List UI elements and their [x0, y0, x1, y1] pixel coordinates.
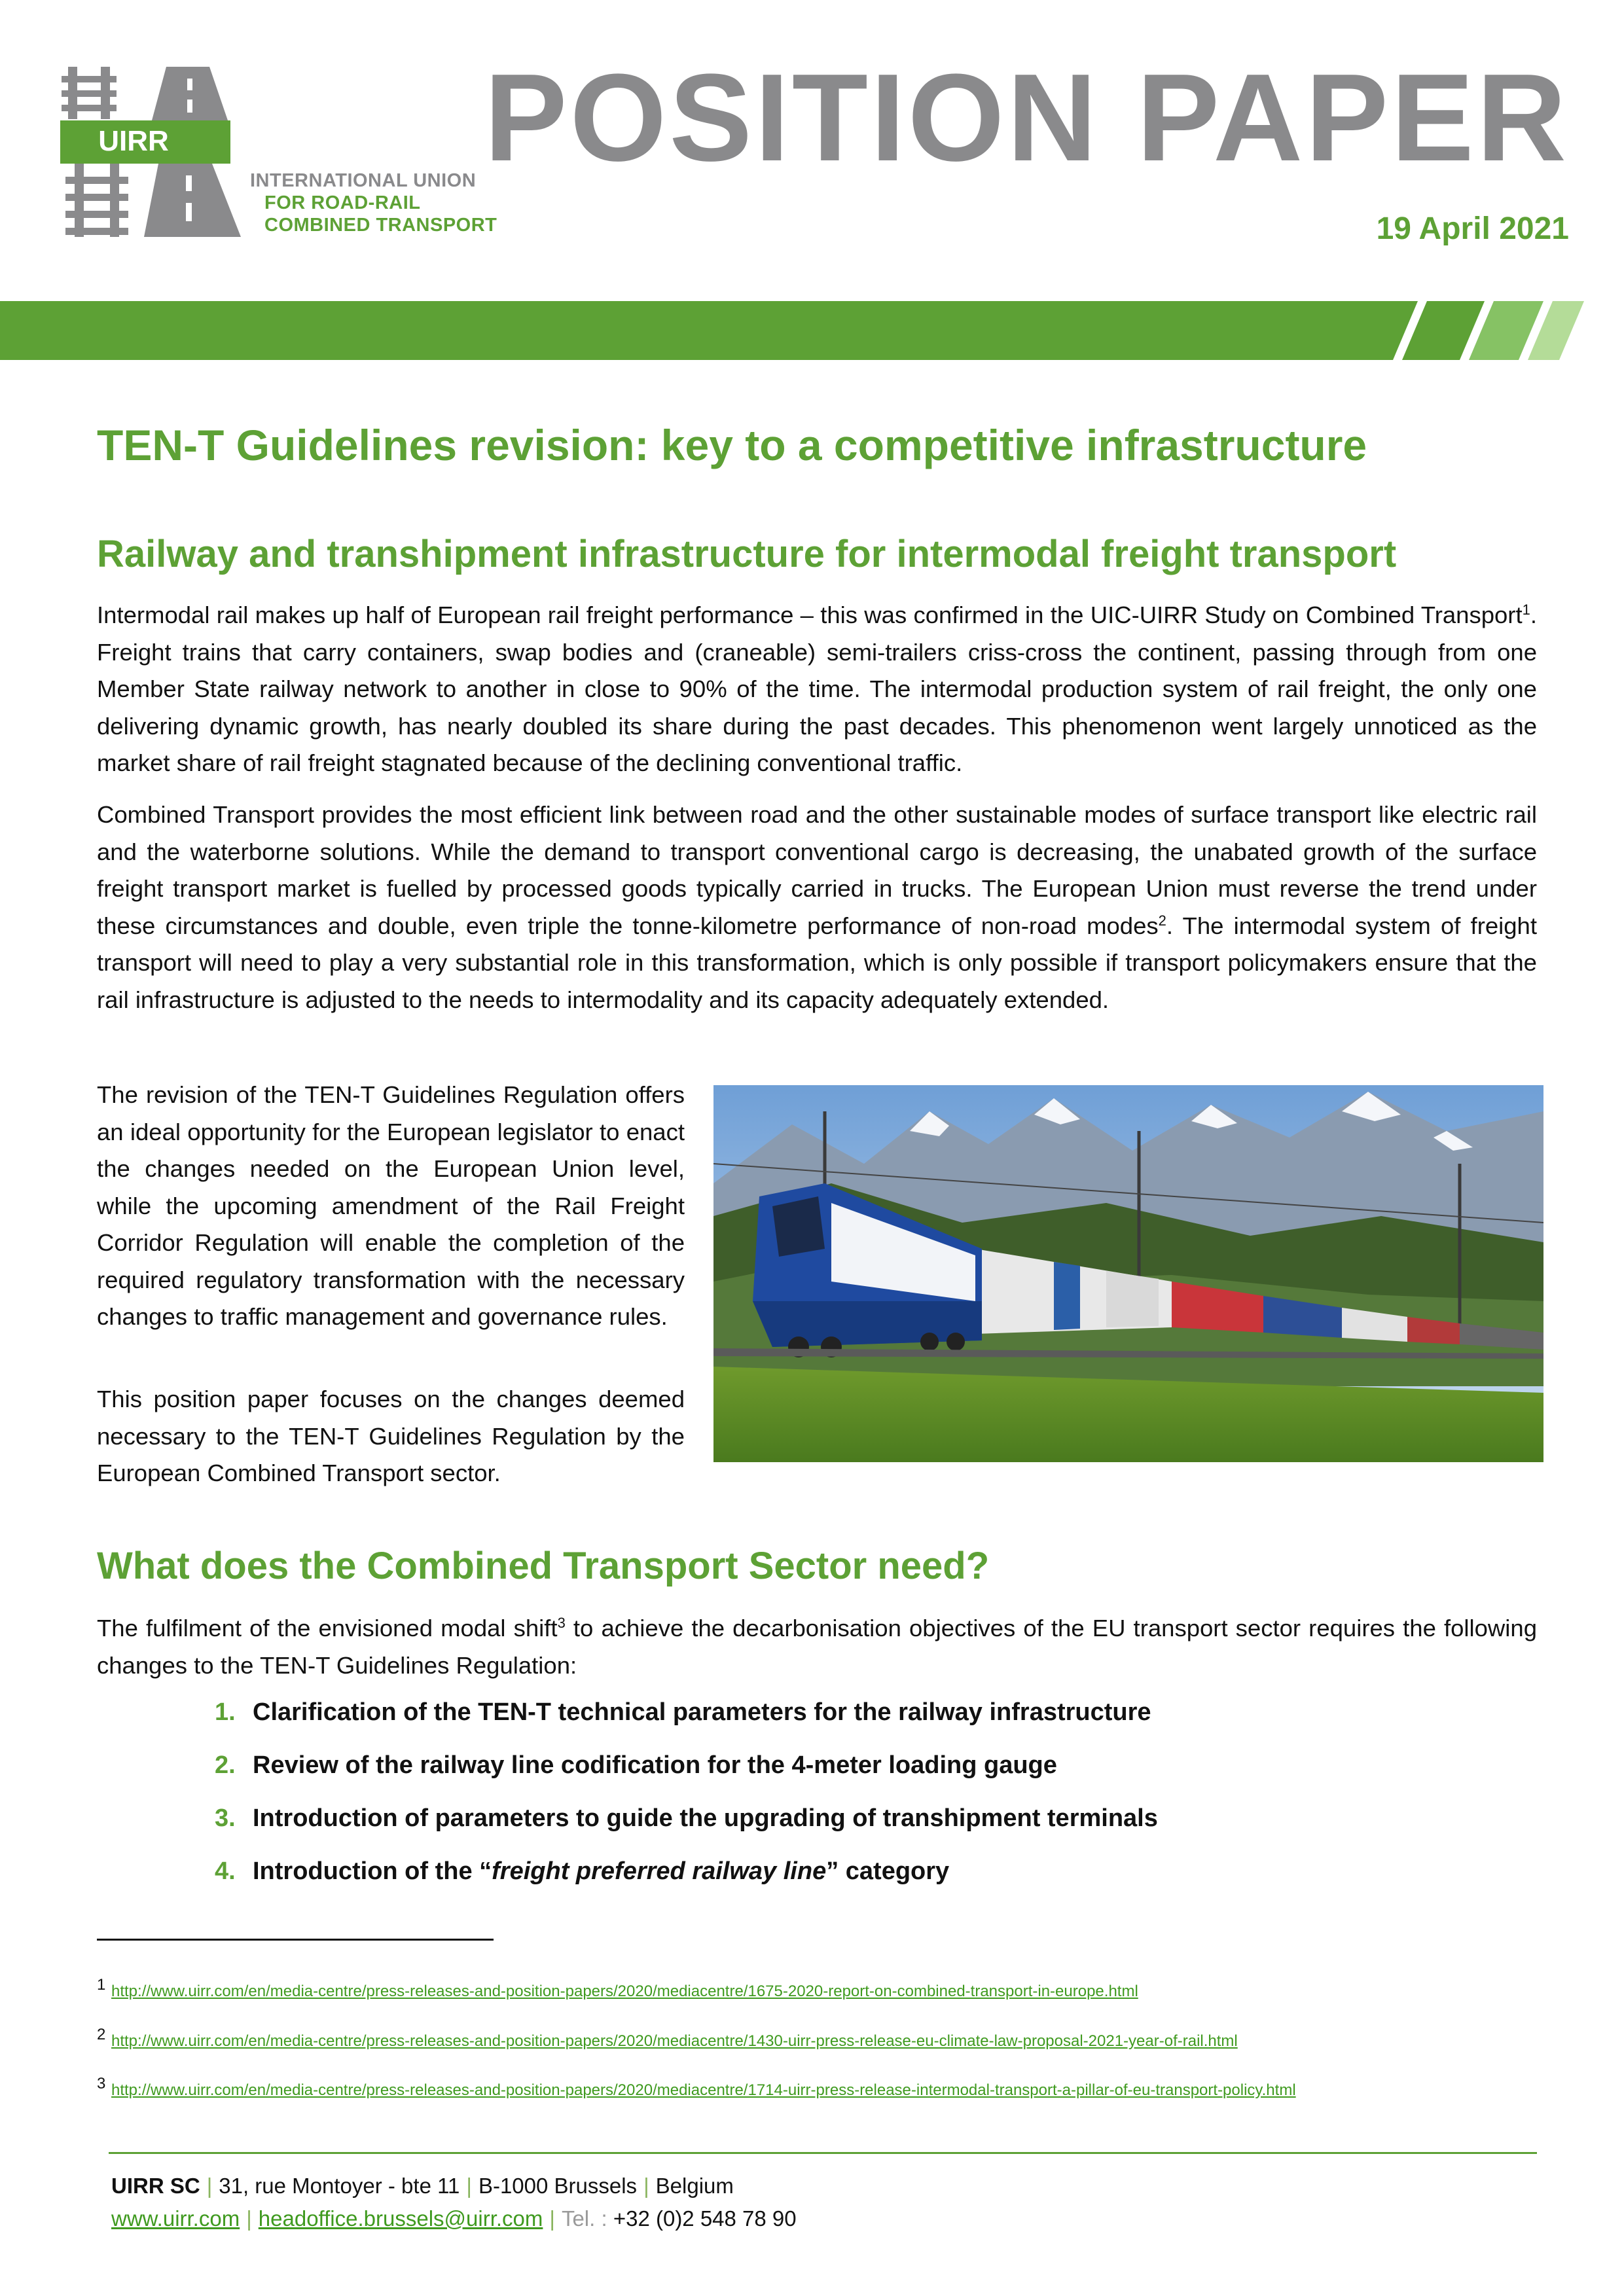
- footnote-mark: 2: [97, 2026, 106, 2043]
- footnote-ref-3[interactable]: 3: [557, 1614, 566, 1631]
- section-heading-infrastructure: Railway and transhipment infrastructure for intermodal freight transport: [97, 533, 1397, 575]
- footer-city: B-1000 Brussels: [478, 2174, 638, 2198]
- footnote-link-3[interactable]: http://www.uirr.com/en/media-centre/press-releases-and-position-papers/2020/mediacentre/1714-uirr-press-release-intermodal-transport-a-pillar-of-eu-transport-policy.html: [111, 2081, 1296, 2099]
- paragraph-modal-shift: The fulfilment of the envisioned modal shift$^3$ to achieve the decarbonisation objectives of the EU transport sector requires the following changes to the TEN-T Guidelines Regulation:: [97, 1614, 1537, 1679]
- paragraph-combined-transport: Combined Transport provides the most efficient link between road and the other sustainable modes of surface transport like electric rail and the waterborne solutions. While the demand to transport conventional cargo is decreasing, the unabated growth of the surface freight transport market is fuelled by processed goods typically carried in trucks. The European Union must reverse the trend under these circumstances and double, even triple the tonne-kilometre performance of non-road modes$^2$. The intermodal system of freight transport will need to play a very substantial role in this transformation, which is only possible if transport policymakers ensure that the rail infrastructure is adjusted to the needs to intermodality and its capacity adequately extended.: [97, 801, 1537, 1013]
- list-item-number: 1.: [215, 1698, 236, 1726]
- footnote-mark: 3: [97, 2075, 106, 2092]
- document-type-heading: POSITION PAPER: [484, 48, 1569, 187]
- footnote-link-2[interactable]: http://www.uirr.com/en/media-centre/press-releases-and-position-papers/2020/mediacentre/1430-uirr-press-release-eu-climate-law-proposal-2021-year-of-rail.html: [111, 2032, 1238, 2050]
- page-title: TEN-T Guidelines revision: key to a competitive infrastructure: [97, 421, 1367, 469]
- footnote-mark: 1: [97, 1976, 106, 1994]
- website-link[interactable]: www.uirr.com: [111, 2206, 240, 2231]
- section-heading-needs: What does the Combined Transport Sector need?: [97, 1545, 990, 1587]
- tel-label: Tel. :: [561, 2206, 607, 2231]
- list-item-text: Clarification of the TEN-T technical parameters for the railway infrastructure: [253, 1698, 1151, 1726]
- tel-number: +32 (0)2 548 78 90: [613, 2206, 797, 2231]
- footer-street: 31, rue Montoyer - bte 11: [219, 2174, 460, 2198]
- rail-road-logo-icon: [60, 60, 296, 257]
- emphasis-term: freight preferred railway line: [492, 1857, 827, 1885]
- document-date: 19 April 2021: [1376, 211, 1569, 246]
- footer-org: UIRR SC: [111, 2174, 200, 2198]
- org-name-line-3: COMBINED TRANSPORT: [264, 215, 497, 236]
- footnote-link-1[interactable]: http://www.uirr.com/en/media-centre/press-releases-and-position-papers/2020/mediacentre/1675-2020-report-on-combined-transport-in-europe.html: [111, 1982, 1138, 2000]
- paragraph-focus: This position paper focuses on the changes deemed necessary to the TEN-T Guidelines Regulation by the European Combined Transport sector.: [97, 1386, 685, 1486]
- footer-country: Belgium: [655, 2174, 734, 2198]
- footnote-divider: [97, 1939, 494, 1941]
- list-item-number: 2.: [215, 1751, 236, 1779]
- footnote-ref-1[interactable]: 1: [1522, 601, 1530, 618]
- org-name-line-1: INTERNATIONAL UNION: [250, 170, 477, 191]
- paragraph-revision: The revision of the TEN-T Guidelines Regulation offers an ideal opportunity for the European legislator to enact the changes needed on the European Union level, while the upcoming amendment of the Rail Freight Corridor Regulation will enable the completion of the required regulatory transformation with the necessary changes to traffic management and governance rules.: [97, 1081, 685, 1330]
- footer-address: UIRR SC | 31, rue Montoyer - bte 11 | B-1000 Brussels | Belgium: [111, 2174, 734, 2198]
- org-name-line-2: FOR ROAD-RAIL: [264, 192, 421, 213]
- footer-contact: www.uirr.com | headoffice.brussels@uirr.com | Tel. : +32 (0)2 548 78 90: [111, 2206, 797, 2231]
- list-item-number: 3.: [215, 1804, 236, 1832]
- logo-text: UIRR: [98, 125, 169, 157]
- email-link[interactable]: headoffice.brussels@uirr.com: [258, 2206, 543, 2231]
- uirr-logo: [60, 60, 518, 257]
- header-band: [0, 301, 1624, 360]
- footer-divider: [109, 2152, 1537, 2154]
- list-item-number: 4.: [215, 1857, 236, 1885]
- footnote-ref-2[interactable]: 2: [1158, 912, 1166, 929]
- list-item-text: Introduction of the “freight preferred railway line” category: [253, 1857, 950, 1885]
- paragraph-intermodal-rail: Intermodal rail makes up half of European rail freight performance – this was confirmed in the UIC-UIRR Study on Combined Transport$^1$. Freight trains that carry containers, swap bodies and (craneable) semi-trailers criss-cross the continent, passing through from one Member State railway network to another in close to 90% of the time. The intermodal production system of rail freight, the only one delivering dynamic growth, has nearly doubled its share during the past decades. This phenomenon went largely unnoticed as the market share of rail freight stagnated because of the declining conventional traffic.: [97, 601, 1537, 776]
- train-photo: [713, 1085, 1543, 1462]
- list-item-text: Introduction of parameters to guide the upgrading of transhipment terminals: [253, 1804, 1158, 1832]
- list-item-text: Review of the railway line codification for the 4-meter loading gauge: [253, 1751, 1057, 1779]
